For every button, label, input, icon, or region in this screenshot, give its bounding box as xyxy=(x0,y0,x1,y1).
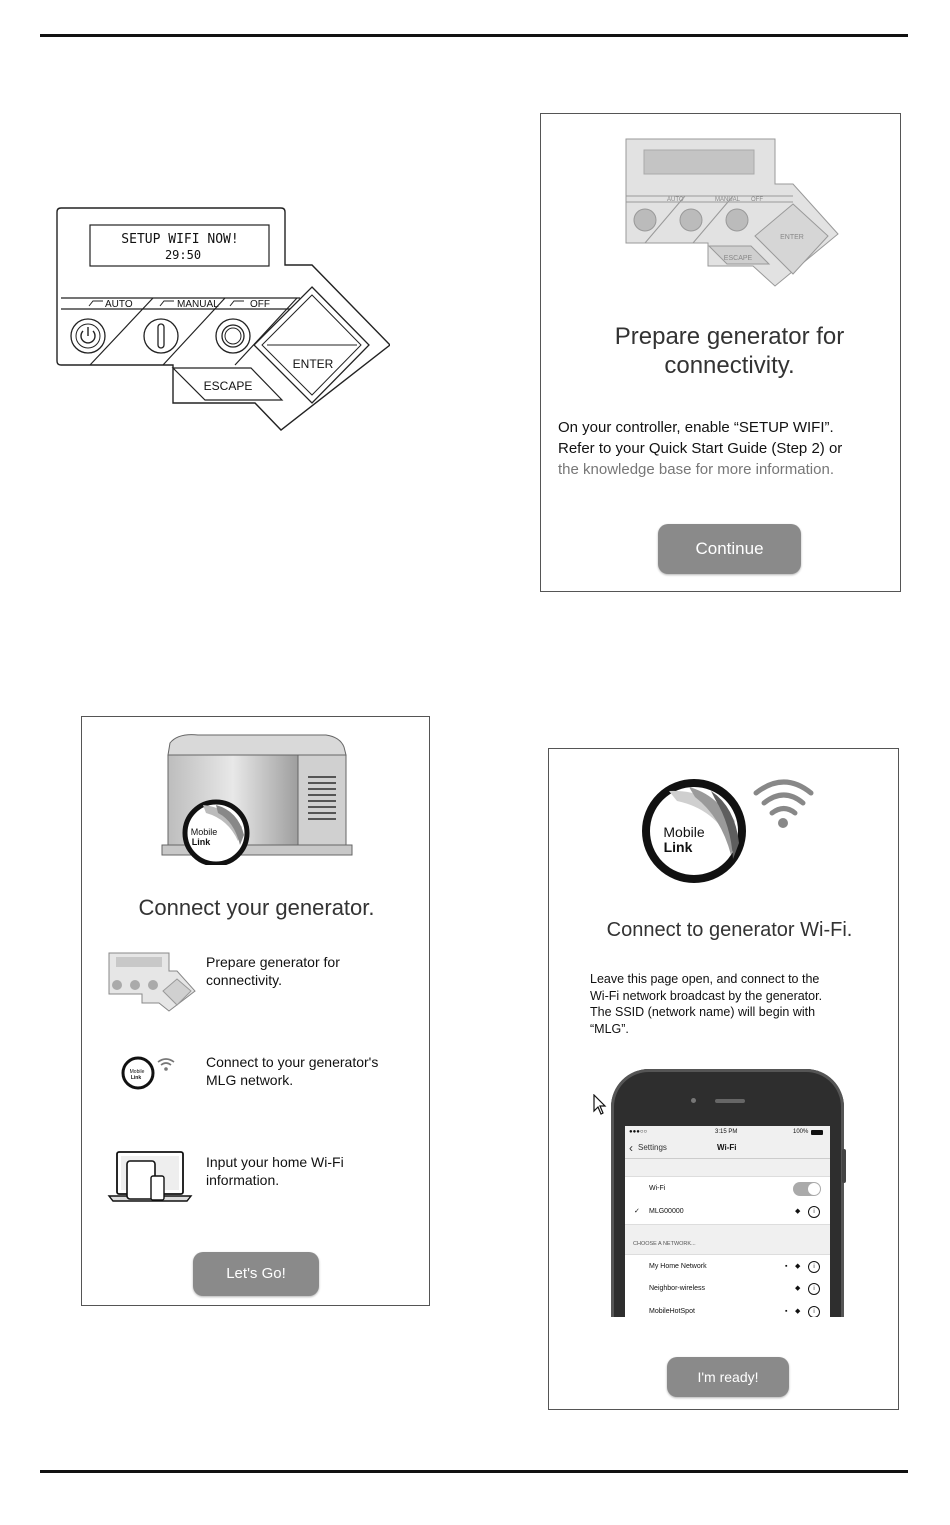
step-3-line-1: Input your home Wi-Fi xyxy=(206,1154,344,1170)
network-row[interactable] xyxy=(625,1300,830,1317)
wifi-instructions xyxy=(590,971,890,1037)
signal-icon: ◆ xyxy=(795,1208,801,1215)
controller-panel-illustration xyxy=(55,205,390,435)
connect-title: Connect your generator. xyxy=(138,895,375,920)
prepare-instruction-line-2: Refer to your Quick Start Guide (Step 2) or xyxy=(558,440,843,457)
info-icon[interactable]: i xyxy=(808,1206,820,1218)
devices-icon xyxy=(107,1149,193,1207)
manual-button[interactable] xyxy=(144,319,178,353)
mobile-link-logo xyxy=(639,773,819,885)
wifi-row-label: Wi-Fi xyxy=(649,1185,666,1192)
im-ready-button[interactable]: I'm ready! xyxy=(667,1357,789,1397)
section-header: CHOOSE A NETWORK... xyxy=(633,1241,696,1247)
generator-image xyxy=(158,731,354,865)
wifi-instruction-line-3: The SSID (network name) will begin with xyxy=(590,1005,816,1019)
prepare-instructions xyxy=(558,417,898,480)
status-time: 3:15 PM xyxy=(715,1129,738,1135)
network-name: MobileHotSpot xyxy=(649,1308,695,1315)
mini-logo-mobile-text: Mobile xyxy=(129,1069,145,1075)
phone-illustration xyxy=(611,1069,846,1317)
status-battery: 100% xyxy=(793,1129,809,1135)
logo-link-text: Link xyxy=(191,837,211,847)
step-3-line-2: information. xyxy=(206,1172,280,1188)
phone-speaker xyxy=(715,1099,745,1103)
info-icon[interactable]: i xyxy=(808,1261,820,1273)
back-button[interactable]: Settings xyxy=(638,1143,667,1152)
enter-label: ENTER xyxy=(292,357,334,371)
top-rule xyxy=(40,34,908,37)
continue-button[interactable]: Continue xyxy=(658,524,801,574)
phone-side-button xyxy=(842,1149,846,1183)
connect-generator-screen xyxy=(81,716,430,1306)
wifi-instruction-line-4: “MLG”. xyxy=(590,1021,629,1036)
step-mlg-text xyxy=(206,1053,421,1089)
mini-auto-label: AUTO xyxy=(667,197,684,203)
manual-label: MANUAL xyxy=(177,299,219,310)
lock-icon: ▪ xyxy=(785,1263,788,1270)
step-1-line-1: Prepare generator for xyxy=(206,954,340,970)
step-controller-icon xyxy=(107,951,197,1013)
auto-button[interactable] xyxy=(71,319,105,353)
mini-enter-label: ENTER xyxy=(780,234,804,241)
checkmark-icon: ✓ xyxy=(634,1208,640,1215)
auto-label: AUTO xyxy=(105,299,133,310)
logo-mobile-text: Mobile xyxy=(190,827,218,837)
off-label: OFF xyxy=(250,299,270,310)
wifi-toggle-row xyxy=(625,1176,830,1202)
prepare-generator-screen xyxy=(540,113,901,592)
wifi-instruction-line-1: Leave this page open, and connect to the xyxy=(590,972,820,986)
status-carrier: ●●●○○ xyxy=(629,1129,648,1135)
wifi-instruction-line-2: Wi-Fi network broadcast by the generator. xyxy=(590,988,823,1003)
cursor-arrow-icon xyxy=(593,1094,607,1116)
lock-icon: ▪ xyxy=(785,1308,788,1315)
info-icon[interactable]: i xyxy=(808,1306,820,1317)
prepare-instruction-line-3: the knowledge base for more information. xyxy=(558,461,834,478)
step-2-line-1: Connect to your generator's xyxy=(206,1054,379,1070)
phone-screen xyxy=(625,1126,830,1317)
wifi-connect-screen xyxy=(548,748,899,1410)
back-chevron-icon[interactable]: ‹ xyxy=(629,1141,633,1155)
signal-icon: ◆ xyxy=(795,1263,801,1270)
prepare-title-line-1: Prepare generator for xyxy=(614,323,845,350)
wifi-toggle[interactable] xyxy=(793,1182,821,1196)
phone-camera xyxy=(691,1098,696,1103)
step-2-line-2: MLG network. xyxy=(206,1072,294,1088)
wifi-icon xyxy=(158,1059,174,1065)
wifi-signal-icon xyxy=(756,782,811,813)
step-1-line-2: connectivity. xyxy=(206,972,282,988)
prepare-instruction-line-1: On your controller, enable “SETUP WIFI”. xyxy=(558,419,834,436)
mini-logo-link-text: Link xyxy=(130,1075,142,1081)
wifi-logo-mobile-text: Mobile xyxy=(663,824,705,840)
mini-escape-label: ESCAPE xyxy=(723,255,753,262)
mini-manual-label: MANUAL xyxy=(715,197,741,203)
phone-status-bar xyxy=(625,1126,830,1138)
signal-icon: ◆ xyxy=(795,1285,801,1292)
display-line-1: SETUP WIFI NOW! xyxy=(121,232,239,247)
connected-network-name: MLG00000 xyxy=(649,1208,684,1215)
bottom-rule xyxy=(40,1470,908,1473)
wifi-logo-link-text: Link xyxy=(663,839,693,855)
phone-nav-bar xyxy=(625,1138,830,1159)
network-name: Neighbor-wireless xyxy=(649,1285,706,1292)
prepare-title xyxy=(541,322,918,380)
step-prepare-text xyxy=(206,953,421,989)
off-button[interactable] xyxy=(216,319,250,353)
connected-network-row[interactable] xyxy=(625,1200,830,1225)
network-row[interactable] xyxy=(625,1254,830,1279)
escape-label: ESCAPE xyxy=(203,379,253,393)
signal-icon: ◆ xyxy=(795,1308,801,1315)
network-row[interactable] xyxy=(625,1277,830,1301)
nav-title: Wi-Fi xyxy=(717,1143,737,1152)
battery-icon xyxy=(811,1130,823,1135)
network-name: My Home Network xyxy=(649,1263,707,1270)
lets-go-button[interactable]: Let's Go! xyxy=(193,1252,319,1296)
mini-controller-image xyxy=(623,136,841,288)
info-icon[interactable]: i xyxy=(808,1283,820,1295)
prepare-title-line-2: connectivity. xyxy=(664,352,795,379)
wifi-title: Connect to generator Wi-Fi. xyxy=(606,919,853,941)
mini-off-label: OFF xyxy=(751,197,763,203)
step-home-wifi-text xyxy=(206,1153,421,1189)
step-mobile-link-icon xyxy=(120,1052,184,1092)
display-line-2: 29:50 xyxy=(164,248,202,262)
